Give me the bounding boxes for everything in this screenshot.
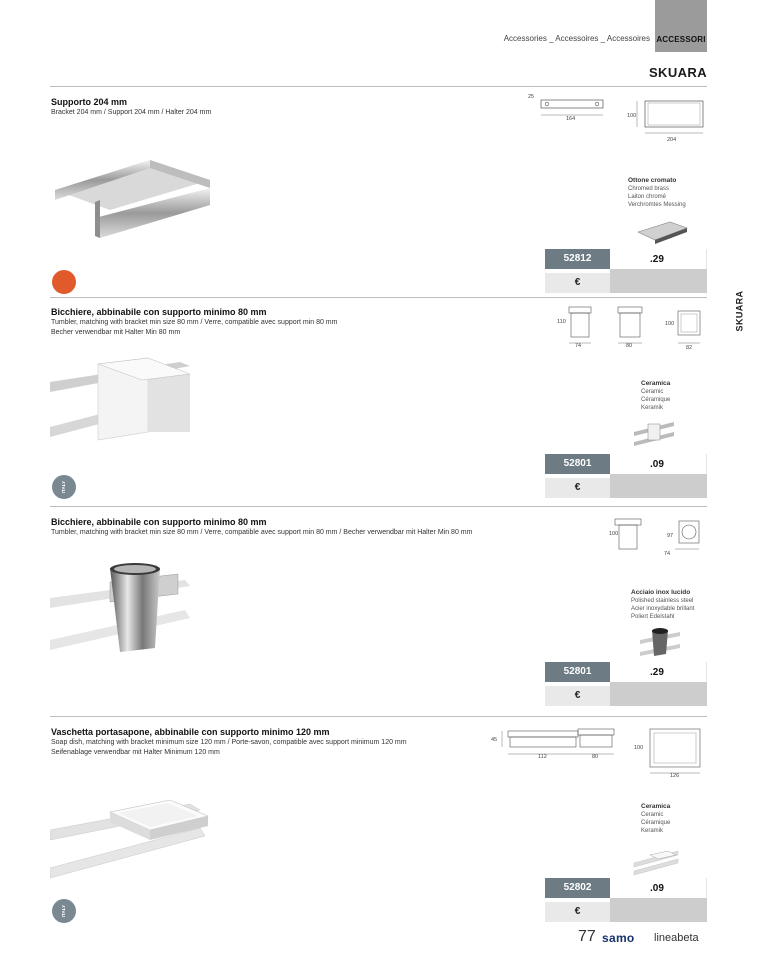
product-image-bracket — [50, 150, 220, 245]
dim-value: 25 — [528, 94, 535, 100]
dim-value: 100 — [634, 745, 644, 751]
section-divider — [50, 297, 707, 298]
product-price: .29 — [610, 662, 707, 682]
currency-label: € — [545, 902, 610, 922]
dim-value: 74 — [575, 343, 582, 349]
product-price: .09 — [610, 454, 707, 474]
product-thumbnail — [632, 418, 677, 448]
product-title: Vaschetta portasapone, abbinabile con supporto minimo 120 mm — [51, 727, 330, 737]
dimension-drawing-soap-front — [488, 725, 618, 761]
material-note — [628, 177, 686, 209]
material-line: Acier inoxydable brillant — [631, 606, 695, 612]
dim-value: 204 — [667, 137, 677, 143]
material-line: Céramique — [641, 820, 671, 826]
dim-value: 80 — [626, 343, 633, 349]
dimension-drawing-tumbler — [552, 305, 707, 351]
side-label-text: SKUARA — [734, 290, 745, 332]
breadcrumb: Accessories _ Accessoires _ Accessoires — [503, 34, 650, 43]
currency-label: € — [545, 273, 610, 293]
product-thumbnail — [638, 626, 683, 660]
badge-label: ITALY — [61, 904, 66, 918]
product-thumbnail — [635, 218, 690, 246]
product-image-soap-dish — [50, 790, 210, 880]
price-bar — [610, 269, 707, 293]
material-line: Keramik — [641, 405, 664, 411]
collection-title: SKUARA — [648, 65, 707, 80]
dimension-drawing-top — [625, 95, 710, 145]
product-description: Seifenablage verwendbar mit Halter Minimum 120 mm — [51, 749, 220, 756]
product-thumbnail — [632, 845, 682, 875]
material-line: Keramik — [641, 828, 664, 834]
product-description: Becher verwendbar mit Halter Min 80 mm — [51, 329, 181, 336]
section-tab[interactable] — [655, 0, 707, 52]
product-code: 52801 — [545, 454, 610, 474]
product-image-tumbler-ceramic — [50, 352, 200, 447]
price-bar — [610, 898, 707, 922]
dim-value: 100 — [609, 531, 619, 537]
product-description: Tumbler, matching with bracket min size 80 mm / Verre, compatible avec support min 80 mm / Becher verwendbar mit Halter Min 80 mm — [51, 529, 473, 536]
dim-value: 100 — [627, 113, 637, 119]
product-price: .09 — [610, 878, 707, 898]
material-line: Poliert Edelstahl — [631, 614, 675, 620]
dim-value: 164 — [566, 116, 576, 122]
dim-value: 97 — [667, 533, 674, 539]
section-tab-label: ACCESSORI — [656, 35, 706, 44]
product-description: Bracket 204 mm / Support 204 mm / Halter 204 mm — [51, 109, 212, 116]
dim-value: 100 — [665, 321, 675, 327]
section-divider — [50, 86, 707, 87]
material-line: Polished stainless steel — [631, 598, 694, 604]
product-title: Supporto 204 mm — [51, 97, 128, 107]
currency-label: € — [545, 686, 610, 706]
material-line: Chromed brass — [628, 186, 670, 192]
dim-value: 80 — [592, 754, 599, 760]
product-title: Bicchiere, abbinabile con supporto minimo 80 mm — [51, 517, 267, 527]
made-in-italy-badge — [52, 899, 76, 923]
dimension-drawing-front — [525, 90, 615, 126]
material-note — [631, 589, 694, 621]
material-title: Acciaio inox lucido — [631, 589, 691, 596]
product-description: Tumbler, matching with bracket min size 80 mm / Verre, compatible avec support min 80 mm — [51, 319, 338, 326]
material-line: Verchromtes Messing — [628, 202, 686, 208]
material-title: Ottone cromato — [628, 177, 677, 184]
badge-label: ITALY — [61, 480, 66, 494]
product-title: Bicchiere, abbinabile con supporto minimo 80 mm — [51, 307, 267, 317]
price-bar — [610, 682, 707, 706]
product-code: 52801 — [545, 662, 610, 682]
dimension-drawing-soap-top — [632, 725, 707, 780]
material-note — [641, 803, 670, 835]
product-image-tumbler-steel — [50, 560, 200, 660]
section-divider — [50, 716, 707, 717]
made-in-italy-badge — [52, 475, 76, 499]
section-divider — [50, 506, 707, 507]
dim-value: 112 — [538, 754, 547, 760]
dim-value: 45 — [491, 737, 498, 743]
material-note — [641, 380, 670, 412]
dim-value: 82 — [686, 345, 693, 351]
material-title: Ceramica — [641, 803, 671, 810]
dim-value: 74 — [664, 551, 671, 557]
side-label — [733, 290, 747, 334]
dim-value: 126 — [670, 773, 680, 779]
dimension-drawing-steel-tumbler — [605, 515, 705, 560]
material-line: Laiton chromé — [628, 194, 667, 200]
currency-label: € — [545, 478, 610, 498]
material-line: Ceramic — [641, 389, 664, 395]
price-bar — [610, 474, 707, 498]
origin-badge — [52, 270, 76, 294]
material-title: Ceramica — [641, 380, 671, 387]
product-code: 52812 — [545, 249, 610, 269]
material-line: Céramique — [641, 397, 671, 403]
dim-value: 110 — [557, 319, 566, 325]
product-description: Soap dish, matching with bracket minimum size 120 mm / Porte-savon, compatible avec support minimum 120 mm — [51, 739, 407, 746]
brand-logo-lineabeta: lineabeta — [654, 932, 699, 944]
product-code: 52802 — [545, 878, 610, 898]
material-line: Ceramic — [641, 812, 664, 818]
brand-logo-samo: samo — [602, 931, 635, 945]
page-number: 77 — [578, 928, 596, 945]
product-price: .29 — [610, 249, 707, 269]
